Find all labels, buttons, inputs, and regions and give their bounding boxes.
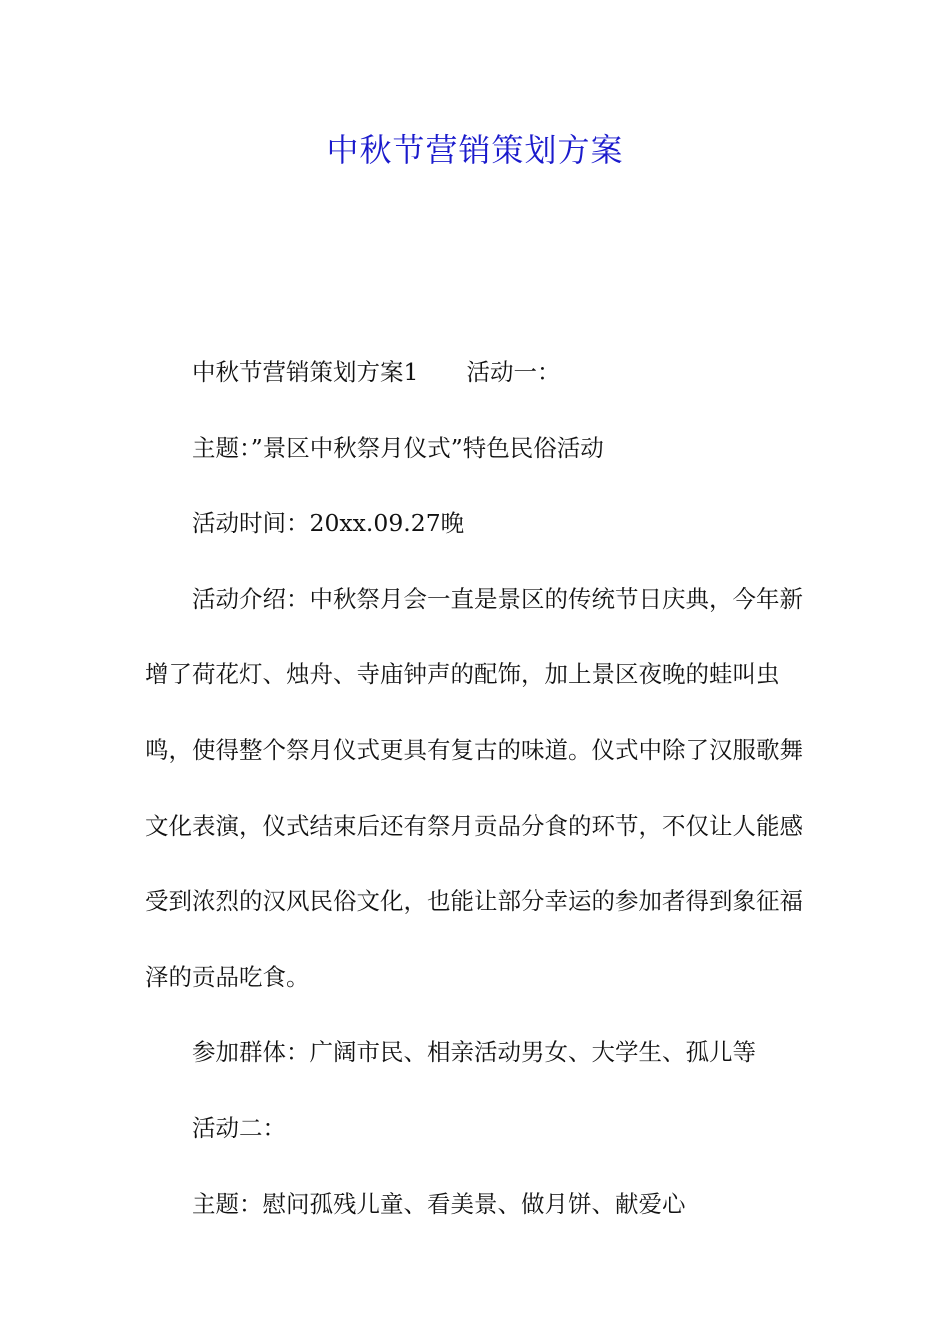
paragraph-introduction: 活动介绍：中秋祭月会一直是景区的传统节日庆典，今年新增了荷花灯、烛舟、寺庙钟声的配饰，加上景区夜晚的蛙叫虫鸣，使得整个祭月仪式更具有复古的味道。仪式中除了汉服歌舞文化表演，仪式结束后还有祭月贡品分食的环节，不仅让人能感受到浓烈的汉风民俗文化，也能让部分幸运的参加者得到象征福泽的贡品吃食。 [145, 584, 803, 991]
paragraph-activity-two: 活动二： [192, 1113, 286, 1142]
activity-one-heading: 活动一： [466, 358, 561, 386]
paragraph-plan-heading [145, 335, 810, 411]
document-body [145, 335, 810, 1242]
paragraph-participants: 参加群体：广阔市民、相亲活动男女、大学生、孤儿等 [192, 1038, 756, 1067]
document-title: 中秋节营销策划方案 [326, 131, 624, 169]
paragraph-theme-1: 主题：”景区中秋祭月仪式”特色民俗活动 [192, 433, 604, 462]
plan-heading-text: 中秋节营销策划方案1 [192, 358, 419, 386]
paragraph-theme-2: 主题：慰问孤残儿童、看美景、做月饼、献爱心 [192, 1189, 686, 1218]
paragraph-time: 活动时间：20xx.09.27晚 [192, 509, 465, 538]
